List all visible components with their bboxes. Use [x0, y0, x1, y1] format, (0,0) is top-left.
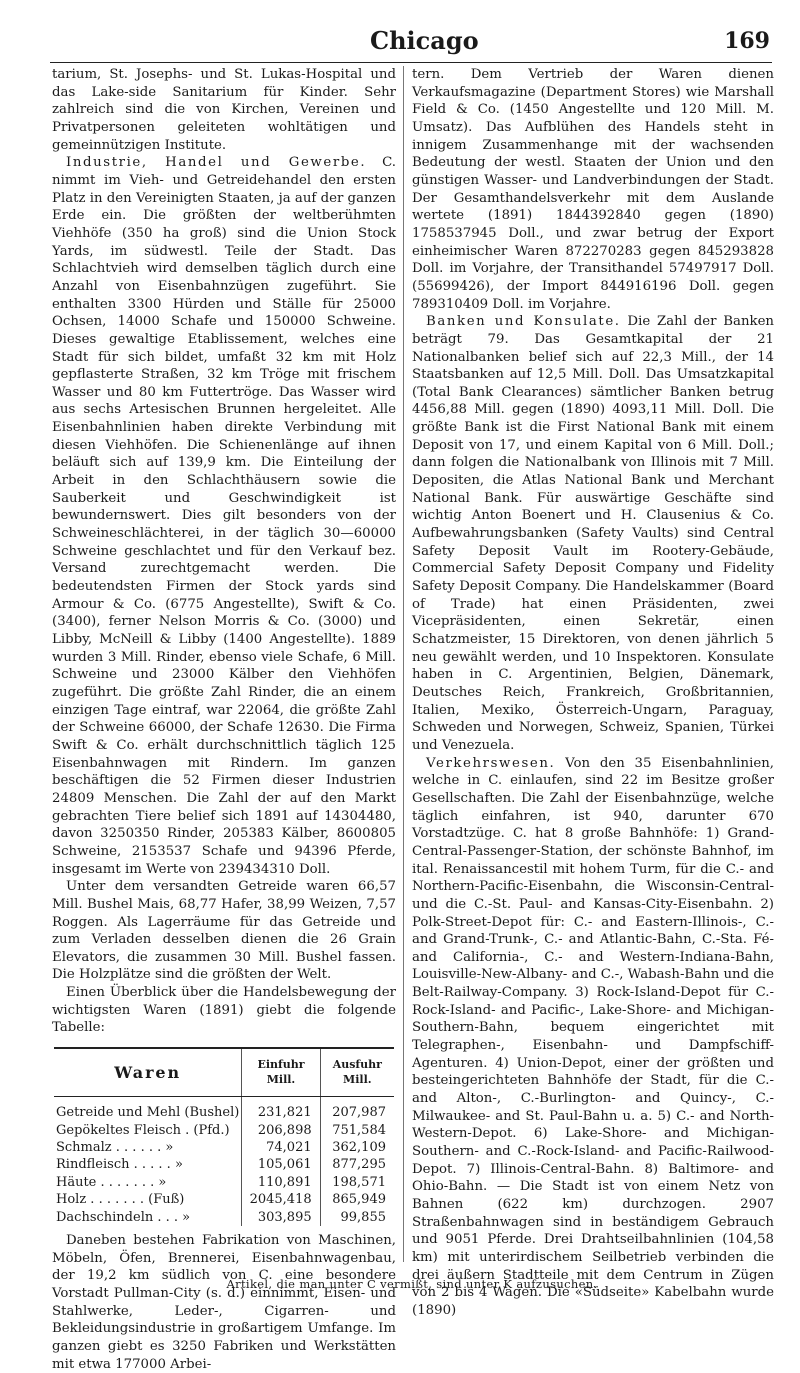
- table-row: [54, 1191, 394, 1208]
- paragraph-table-intro: Einen Überblick über die Handelsbewegung der wichtigsten Waren (1891) giebt die folgende Tabelle:: [52, 985, 396, 1036]
- row-ausfuhr: 198,571: [332, 1174, 386, 1190]
- header-einfuhr-unit: Mill.: [266, 1073, 296, 1087]
- row-label: Holz . . . . . . . (Fuß): [54, 1191, 242, 1208]
- paragraph-grain: Unter dem versandten Getreide waren 66,57 Mill. Bushel Mais, 68,77 Hafer, 38,99 Weizen, 7,57 Roggen. Als Lagerräume für das Getreide und zum Verladen desselben dienen die 26 Grain Elevators, die zusammen 30 Mill. Bushel fassen. Die Holzplätze sind die größten der Welt.: [52, 879, 396, 983]
- row-einfuhr: 206,898: [242, 1122, 320, 1139]
- header-ausfuhr-unit: Mill.: [343, 1073, 372, 1087]
- table-row: [54, 1097, 394, 1122]
- paragraph-factories: Daneben bestehen Fabrikation von Maschinen, Möbeln, Öfen, Brennerei, Eisenbahnwagenbau, der 19,2 km südlich von C. eine besondere Vorstadt Pullman-City (s. d.) einnimmt, Eisen- und Stahlwerke, Leder-, Cigarren- und Bekleidungsindustrie in großartigem Umfange. Im ganzen giebt es 3250 Fabriken und Werkstätten mit etwa 177000 Arbei-: [52, 1232, 396, 1372]
- table-row: [54, 1156, 394, 1173]
- row-einfuhr: 2045,418: [242, 1191, 320, 1208]
- table-row: [54, 1209, 394, 1226]
- table-row: [54, 1139, 394, 1156]
- running-title: Chicago: [370, 26, 479, 55]
- paragraph-transport-text: Von den 35 Eisenbahnlinien, welche in C. einlaufen, sind 22 im Besitze großer Gesellschaften. Die Zahl der Eisenbahnzüge, welche täglich einfahren, ist 940, darunter 670 Vorstadtzüge. C. hat 8 große Bahnhöfe: 1) Grand-Central-Passenger-Station, der schönste Bahnhof, im ital. Renaissancestil mit hohem Turm, für die C.- and Northern-Pacific-Eisenbahn, die Wisconsin-Central- und die C.-St. Paul- and Kansas-City-Eisenbahn. 2) Polk-Street-Depot für: C.- and Eastern-Illinois-, C.- and Grand-Trunk-, C.- and Atlantic-Bahn, C.-Sta. Fé- and California-, C.- and Western-Indiana-Bahn, Louisville-New-Albany- and C.-, Wabash-Bahn und die Belt-Railway-Company. 3) Rock-Island-Depot für C.-Rock-Island- and Pacific-, Lake-Shore- and Michigan-Southern-Bahn, bequem eingerichtet mit Telegraphen-, Eisenbahn- und Dampfschiff-Agenturen. 4) Union-Depot, einer der größten und bestеingerichteten Bahnhöfe der Stadt, für die C.- and Alton-, C.-Burlington- and Quincy-, C.-Milwaukee- and St. Paul-Bahn u. a. 5) C.- and North-Western-Depot. 6) Lake-Shore- and Michigan-Southern- and C.-Rock-Island- and Pacific-Railwood-Depot. 7) Illinois-Central-Bahn. 8) Baltimore- and Ohio-Bahn. — Die Stadt ist von einem Netz von Bahnen (622 km) durchzogen. 2907 Straßenbahnwagen sind in beständigem Gebrauch und 9051 Pferde. Drei Drahtseilbahnlinien (104,58 km) mit unterirdischem Seilbetrieb verbinden die drei äußern Stadtteile mit dem Centrum in Zügen von 2 bis 4 Wagen. Die «Südseite» Kabelbahn wurde (1890): [412, 755, 774, 1318]
- row-ausfuhr: 877,295: [332, 1157, 386, 1173]
- header-ausfuhr-label: Ausfuhr: [332, 1058, 382, 1072]
- paragraph-trade: tern. Dem Vertrieb der Waren dienen Verkaufsmagazine (Department Stores) wie Marshall Field & Co. (1450 Angestellte und 120 Mill. M. Umsatz). Das Aufblühen des Handels steht in innigem Zusammenhange mit der wachsenden Bedeutung der westl. Staaten der Union und den günstigen Wasser- und Landverbindungen der Stadt. Der Gesamthandelsverkehr mit dem Auslande wertete (1891) 1844392840 gegen (1890) 1758537945 Doll., und zwar betrug der Export einheimischer Waren 872270283 gegen 845293828 Doll. im Vorjahre, der Transithandel 57497917 Doll. (55699426), der Import 844916196 Doll. gegen 789310409 Doll. im Vorjahre.: [412, 67, 774, 312]
- left-column: [52, 66, 396, 1373]
- page-number: 169: [724, 28, 770, 54]
- row-label: Schmalz . . . . . . »: [54, 1139, 242, 1156]
- row-einfuhr: 74,021: [242, 1139, 320, 1156]
- right-column: [412, 66, 774, 1320]
- row-einfuhr: 303,895: [242, 1209, 320, 1226]
- header-ausfuhr: [320, 1048, 394, 1097]
- row-label: Getreide und Mehl (Bushel): [54, 1097, 242, 1122]
- row-einfuhr: 231,821: [242, 1097, 320, 1122]
- table-row: [54, 1122, 394, 1139]
- paragraph-transport: [412, 755, 774, 1320]
- section-heading-industry: Industrie, Handel und Gewerbe.: [66, 155, 367, 171]
- row-ausfuhr: 751,584: [332, 1122, 386, 1138]
- header-waren: Waren: [54, 1048, 242, 1097]
- goods-table: [54, 1047, 394, 1226]
- table-row: [54, 1174, 394, 1191]
- row-ausfuhr: 99,855: [340, 1209, 386, 1225]
- row-label: Rindfleisch . . . . . »: [54, 1156, 242, 1173]
- row-label: Gepökeltes Fleisch . (Pfd.): [54, 1122, 242, 1139]
- header-einfuhr: [242, 1048, 320, 1097]
- column-separator: [403, 66, 404, 1262]
- footer-note: Artikel, die man unter C vermißt, sind unter K aufzusuchen.: [226, 1277, 598, 1291]
- row-ausfuhr: 362,109: [332, 1139, 386, 1155]
- section-heading-banks: Banken und Konsulate.: [426, 314, 621, 330]
- row-einfuhr: 110,891: [242, 1174, 320, 1191]
- section-heading-transport: Verkehrswesen.: [426, 755, 556, 771]
- header-einfuhr-label: Einfuhr: [257, 1058, 305, 1072]
- paragraph-industry-text: C. nimmt im Vieh- und Getreidehandel den ersten Platz in den Vereinigten Staaten, ja auf der ganzen Erde ein. Die größten der weltberühmten Viehhöfe (350 ha groß) sind die Union Stock Yards, im südwestl. Teile der Stadt. Das Schlachtvieh wird demselben täglich durch eine Anzahl von Eisenbahnzügen zugeführt. Sie enthalten 3300 Hürden und Ställe für 25000 Ochsen, 14000 Schafe und 150000 Schweine. Dieses gewaltige Etablissement, welches eine Stadt für sich bildet, umfaßt 32 km mit Holz gepflasterte Straßen, 32 km Tröge mit frischem Wasser und 80 km Futtertröge. Das Wasser wird aus sechs Artesischen Brunnen hergeleitet. Alle Eisenbahnlinien haben direkte Verbindung mit diesen Viehhöfen. Die Schienenlänge auf ihnen beläuft sich auf 139,9 km. Die Einteilung der Arbeit in den Schlachthäusern sowie die Sauberkeit und Geschwindigkeit ist bewundernswert. Dies gilt besonders von der Schweineschlächterei, in der täglich 30—60000 Schweine geschlachtet und für den Verkauf bez. Versand zurechtgemacht werden. Die bedeutendsten Firmen der Stock yards sind Armour & Co. (6775 Angestellte), Swift & Co. (3400), ferner Nelson Morris & Co. (3000) und Libby, McNeill & Libby (1400 Angestellte). 1889 wurden 3 Mill. Rinder, ebenso viele Schafe, 6 Mill. Schweine und 23000 Kälber den Viehhöfen zugeführt. Die größte Zahl Rinder, die an einem einzigen Tage eintraf, war 22064, die größte Zahl der Schweine 66000, der Schafe 12630. Die Firma Swift & Co. erhält durchschnittlich täglich 125 Eisenbahnwagen mit Rindern. Im ganzen beschäftigen die 52 Firmen dieser Industrien 24809 Menschen. Die Zahl der auf den Markt gebrachten Tiere belief sich 1891 auf 14304480, davon 3250350 Rinder, 205383 Kälber, 8600805 Schweine, 2153537 Schafe und 94396 Pferde, insgesamt im Werte von 239434310 Doll.: [52, 155, 396, 877]
- paragraph-banks-text: Die Zahl der Banken beträgt 79. Das Gesamtkapital der 21 Nationalbanken belief sich auf 22,3 Mill., der 14 Staatsbanken auf 12,5 Mill. Doll. Das Umsatzkapital (Total Bank Clearances) sämtlicher Banken betrug 4456,88 Mill. gegen (1890) 4093,11 Mill. Doll. Die größte Bank ist die First National Bank mit einem Deposit von 17, und einem Kapital von 6 Mill. Doll.; dann folgen die Nationalbank von Illinois mit 7 Mill. Depositen, die Atlas National Bank und Merchant National Bank. Für auswärtige Geschäfte sind wichtig Anton Boenert und H. Clausenius & Co. Aufbewahrungsbanken (Safety Vaults) sind Central Safety Deposit Vault im Rootery-Gebäude, Commercial Safety Deposit Company und Fidelity Safety Deposit Company. Die Handelskammer (Board of Trade) hat einen Präsidenten, zwei Vicepräsidenten, einen Sekretär, einen Schatzmeister, 15 Direktoren, von denen jährlich 5 neu gewählt werden, und 10 Inspektoren. Konsulate haben in C. Argentinien, Belgien, Dänemark, Deutsches Reich, Frankreich, Großbritannien, Italien, Mexiko, Österreich-Ungarn, Paraguay, Schweden und Norwegen, Schweiz, Spanien, Türkei und Venezuela.: [412, 314, 774, 753]
- paragraph-institutions: tarium, St. Josephs- und St. Lukas-Hospital und das Lake-side Sanitarium für Kinder. Sehr zahlreich sind die von Kirchen, Vereinen und Privatpersonen geleiteten wohltätigen und gemeinnützigen Institute.: [52, 67, 396, 153]
- row-label: Dachschindeln . . . »: [54, 1209, 242, 1226]
- paragraph-industry: [52, 154, 396, 878]
- paragraph-banks: [412, 313, 774, 754]
- table-header-row: [54, 1048, 394, 1097]
- row-einfuhr: 105,061: [242, 1156, 320, 1173]
- page-header: [50, 26, 770, 60]
- row-label: Häute . . . . . . . »: [54, 1174, 242, 1191]
- row-ausfuhr: 865,949: [332, 1192, 386, 1208]
- header-rule: [50, 62, 772, 63]
- row-ausfuhr: 207,987: [332, 1105, 386, 1121]
